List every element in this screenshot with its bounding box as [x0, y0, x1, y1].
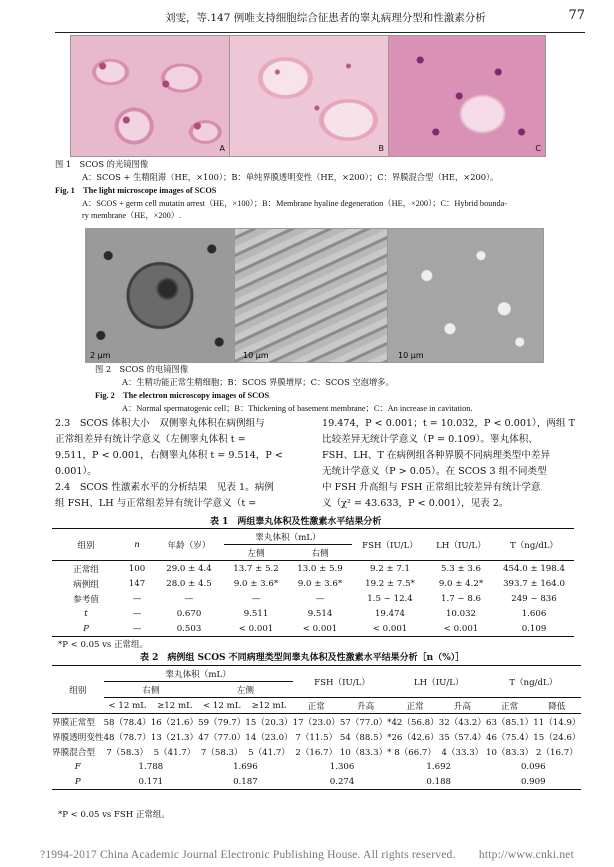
table1-header-n: n	[120, 529, 154, 561]
table2-header-left: 左侧	[198, 682, 293, 698]
body-right-line-6: 义（χ² = 43.633，P < 0.001），见表 2。	[322, 498, 509, 509]
table2-header-group: 组别	[52, 666, 104, 714]
table1-row	[52, 606, 574, 621]
body-right-line-4: 无统计学意义（P > 0.05）。在 SCOS 3 组不同类型	[322, 466, 547, 477]
table1-cell: 5.3 ± 3.6	[441, 563, 481, 574]
table1-cell: —	[132, 593, 142, 604]
table1-cell: 9.511	[243, 608, 269, 619]
table1-header-left: 左侧	[224, 545, 288, 561]
table1-header-age: 年龄（岁）	[154, 529, 224, 561]
table1-row-label: t	[84, 608, 88, 619]
fig1-caption-en-body-1: A：SCOS + germ cell mutatin arrest（HE，×100）；B：Membrane hyaline degeneration（HE，×200）；C：Hybrid bounda-	[82, 199, 508, 208]
table2-cell: 4（33.3）	[441, 747, 484, 758]
table2-row	[52, 774, 581, 790]
table2-header-volume: 睾丸体积（mL）	[104, 666, 293, 682]
fig1-panel-a	[70, 35, 230, 157]
fig1-label-c: C	[535, 144, 541, 153]
fig2-caption-en-body: A：Normal spermatogenic cell；B：Thickening of basement membrane；C：An increase in cavitation.	[122, 404, 473, 413]
table2-cell: 1.306	[329, 761, 355, 772]
table1-cell: 29.0 ± 4.4	[166, 563, 212, 574]
table2-header-right-lt12: < 12 mL	[104, 698, 151, 714]
table2-cell: 0.096	[520, 761, 546, 772]
table2-header-lh: LH（IU/L）	[391, 666, 486, 698]
fig2-scale-a: 2 μm	[90, 351, 111, 360]
table2-cell: 47（77.0）	[198, 732, 246, 743]
table1-cell: 28.0 ± 4.5	[166, 578, 212, 589]
table1-cell: 13.0 ± 5.9	[297, 563, 343, 574]
table2-header-t: T（ng/dL）	[486, 666, 581, 698]
table2-header-fsh: FSH（IU/L）	[293, 666, 392, 698]
table2-cell: 1.696	[233, 761, 258, 772]
table2-header-t-normal: 正常	[486, 698, 533, 714]
table2-cell: 57（77.0）*	[339, 717, 392, 728]
fig2-scale-c: 10 μm	[398, 351, 424, 360]
table2-cell: 15（24.6）	[533, 732, 581, 743]
table2-row	[52, 729, 581, 744]
table2-cell: 54（88.5）*	[339, 732, 392, 743]
table2-cell: 11（14.9）	[533, 717, 581, 728]
fig1-panel-b	[229, 35, 389, 157]
table1-cell: 1.5 ~ 12.4	[367, 593, 413, 604]
table1-row	[52, 591, 574, 606]
table2-cell: 7（58.3）	[106, 747, 149, 758]
table2-cell: 1.788	[138, 761, 164, 772]
table2-cell: 8（66.7）	[394, 747, 436, 758]
table1-cell: 9.0 ± 3.6*	[297, 578, 343, 589]
table2-cell: 10（83.3）	[486, 747, 534, 758]
table2-header-left-lt12: < 12 mL	[198, 698, 245, 714]
table1-cell: 9.2 ± 7.1	[370, 563, 410, 574]
table1-cell: 393.7 ± 164.0	[503, 578, 565, 589]
table2-cell: 7（58.3）	[200, 747, 243, 758]
table1-row-label: 参考值	[73, 594, 99, 605]
table1-cell: 0.109	[521, 623, 547, 634]
fig1-label-b: B	[378, 144, 384, 153]
fig2-caption-zh-title: 图 2 SCOS 的电镜图像	[95, 364, 189, 374]
table2-row	[52, 714, 581, 730]
table1-row	[52, 576, 574, 591]
table2-header-fsh-normal: 正常	[293, 698, 340, 714]
table1-header-lh: LH（IU/L）	[428, 529, 494, 561]
fig2-panel-c	[387, 228, 544, 363]
table1-cell: 454.0 ± 198.4	[503, 563, 565, 574]
body-right-line-2: 比较差异无统计学意义（P = 0.109）。睾丸体积、	[322, 434, 538, 445]
table1-cell: 9.0 ± 3.6*	[233, 578, 279, 589]
table2-row-label: F	[74, 761, 81, 772]
table1-cell: 9.514	[307, 608, 333, 619]
running-header	[55, 10, 585, 33]
table2-cell: 7（11.5）	[295, 732, 338, 743]
body-left-line-6: 组 FSH、LH 与正常组差异有统计学意义（t =	[55, 498, 257, 509]
table2-cell: 0.274	[329, 776, 355, 787]
fig1-caption-en-title: Fig. 1 The light microscope images of SCOS	[55, 186, 217, 195]
table1-cell: < 0.001	[302, 623, 338, 634]
table1-cell: —	[184, 593, 194, 604]
table2-cell: 63（85.1）	[486, 717, 534, 728]
table1	[52, 528, 574, 637]
table1-row	[52, 621, 574, 637]
table1-header-t: T（ng/dL）	[494, 529, 574, 561]
fig1-caption-en-body-2: ry membrane（HE，×200）.	[82, 211, 182, 220]
table1-cell: —	[132, 608, 142, 619]
table1-header-fsh: FSH（IU/L）	[352, 529, 428, 561]
fig2-caption-en-title: Fig. 2 The electron microscopy images of SCOS	[95, 391, 270, 400]
table2-cell: 15（20.3）	[245, 717, 293, 728]
table2-cell: 2（16.7）	[295, 747, 338, 758]
table2-row	[52, 759, 581, 774]
page-footer	[0, 842, 614, 867]
fig2-caption-zh-body: A：生精功能正常生精细胞；B：SCOS 界膜增厚；C：SCOS 空泡增多。	[122, 377, 394, 387]
table1-cell: < 0.001	[372, 623, 408, 634]
table2-header-right: 右侧	[104, 682, 199, 698]
table1-cell: 0.670	[176, 608, 202, 619]
table1-cell: 9.0 ± 4.2*	[438, 578, 484, 589]
table2-row-label: 界膜正常型	[52, 717, 95, 728]
table2-row-label: 界膜透明变性	[52, 732, 104, 743]
table1-row-label: 病例组	[73, 579, 99, 590]
table2-cell: 0.188	[426, 776, 452, 787]
running-title: 刘雯，等.147 例唯支持细胞综合征患者的睾丸病理分型和性激素分析	[165, 12, 486, 24]
page-number: 77	[568, 8, 585, 23]
table1-cell: 1.7 ~ 8.6	[441, 593, 481, 604]
table2-cell: 58（78.4）	[103, 717, 151, 728]
table1-caption: 表 1 两组睾丸体积及性激素水平结果分析	[210, 517, 382, 527]
fig1-caption-zh-title: 图 1 SCOS 的光镜图像	[55, 159, 149, 169]
table2	[52, 665, 581, 790]
table1-cell: < 0.001	[443, 623, 479, 634]
table2-cell: 0.909	[520, 776, 546, 787]
table2-header-t-low: 降低	[533, 698, 580, 714]
table1-cell: —	[251, 593, 261, 604]
table2-header-lh-high: 升高	[439, 698, 486, 714]
table2-cell: 5（41.7）	[248, 747, 290, 758]
table1-cell: —	[132, 623, 142, 634]
body-left-line-5: 2.4 SCOS 性激素水平的分析结果 见表 1。病例	[55, 482, 274, 493]
table2-cell: 10（83.3）*	[339, 747, 392, 758]
fig1-panel-c	[388, 35, 546, 157]
fig1-caption-zh-body: A：SCOS + 生精阻滞（HE，×100）；B：单纯界膜透明变性（HE，×200）；C：界膜混合型（HE，×200）。	[82, 172, 499, 182]
fig1-label-a: A	[219, 144, 225, 153]
table2-cell: 1.692	[426, 761, 452, 772]
table2-cell: 13（21.3）	[150, 732, 199, 743]
table1-cell: 0.503	[176, 623, 202, 634]
table1-row	[52, 561, 574, 577]
table2-cell: 42（56.8）	[391, 717, 439, 728]
body-right-line-3: FSH、LH、T 在病例组各种界膜不同病理类型中差异	[322, 450, 551, 461]
table2-cell: 17（23.0）	[292, 717, 340, 728]
table1-row-label: 正常组	[73, 564, 99, 575]
table1-cell: 147	[128, 578, 146, 589]
table1-footnote: *P < 0.05 vs 正常组。	[58, 640, 148, 650]
table1-cell: —	[315, 593, 325, 604]
table1-cell: 100	[128, 563, 146, 574]
table1-cell: 10.032	[445, 608, 477, 619]
table2-cell: 46（75.4）	[486, 732, 534, 743]
fig2-panel-b	[234, 228, 388, 363]
table2-cell: 5（41.7）	[153, 747, 196, 758]
table2-row-label: P	[74, 776, 81, 787]
table2-row-label: 界膜混合型	[52, 747, 95, 758]
table2-header-left-ge12: ≥12 mL	[245, 698, 292, 714]
body-left-line-4: 0.001）。	[55, 466, 97, 477]
table1-cell: 13.7 ± 5.2	[233, 563, 279, 574]
table2-cell: 26（42.6）	[391, 732, 439, 743]
table2-cell: 2（16.7）	[536, 747, 578, 758]
table2-cell: 16（21.6）	[150, 717, 199, 728]
body-left-line-3: 9.511，P < 0.001，右侧睾丸体积 t = 9.514，P <	[55, 450, 283, 461]
table1-cell: 1.606	[521, 608, 547, 619]
table2-cell: 0.187	[233, 776, 258, 787]
table1-row-label: P	[83, 623, 89, 634]
table1-cell: 249 ~ 836	[511, 593, 557, 604]
table2-cell: 35（57.4）	[438, 732, 486, 743]
table2-header-lh-normal: 正常	[391, 698, 438, 714]
table2-cell: 14（23.0）	[245, 732, 293, 743]
table1-cell: < 0.001	[238, 623, 274, 634]
table2-cell: 0.171	[138, 776, 164, 787]
fig2-scale-b: 10 μm	[243, 351, 269, 360]
table2-cell: 32（43.2）	[438, 717, 486, 728]
table2-row	[52, 744, 581, 759]
body-right-line-1: 19.474，P < 0.001；t = 10.032，P < 0.001），两组 T	[322, 418, 576, 429]
body-left-line-1: 2.3 SCOS 体积大小 双侧睾丸体积在病例组与	[55, 418, 265, 429]
fig2-panel-a	[85, 228, 235, 363]
table1-cell: 19.2 ± 7.5*	[365, 578, 415, 589]
table2-header-fsh-high: 升高	[340, 698, 392, 714]
body-right-line-5: 中 FSH 升高组与 FSH 正常组比较差异有统计学意	[322, 482, 541, 493]
body-left-line-2: 正常组差异有统计学意义（左侧睾丸体积 t =	[55, 434, 246, 445]
table1-header-volume: 睾丸体积（mL）	[224, 529, 352, 545]
table2-header-right-ge12: ≥12 mL	[151, 698, 198, 714]
table2-caption: 表 2 病例组 SCOS 不同病理类型间睾丸体积及性激素水平结果分析［n（%）］	[140, 653, 465, 663]
table2-cell: 59（79.7）	[198, 717, 246, 728]
table1-header-right: 右侧	[288, 545, 352, 561]
table2-footnote: *P < 0.05 vs FSH 正常组。	[58, 810, 170, 820]
table2-cell: 48（78.7）	[103, 732, 151, 743]
table1-header-group: 组别	[52, 529, 120, 561]
table1-cell: 19.474	[374, 608, 406, 619]
footer-copyright: ?1994-2017 China Academic Journal Electronic Publishing House. All rights reserved. http://www.cnki.net	[40, 849, 574, 861]
